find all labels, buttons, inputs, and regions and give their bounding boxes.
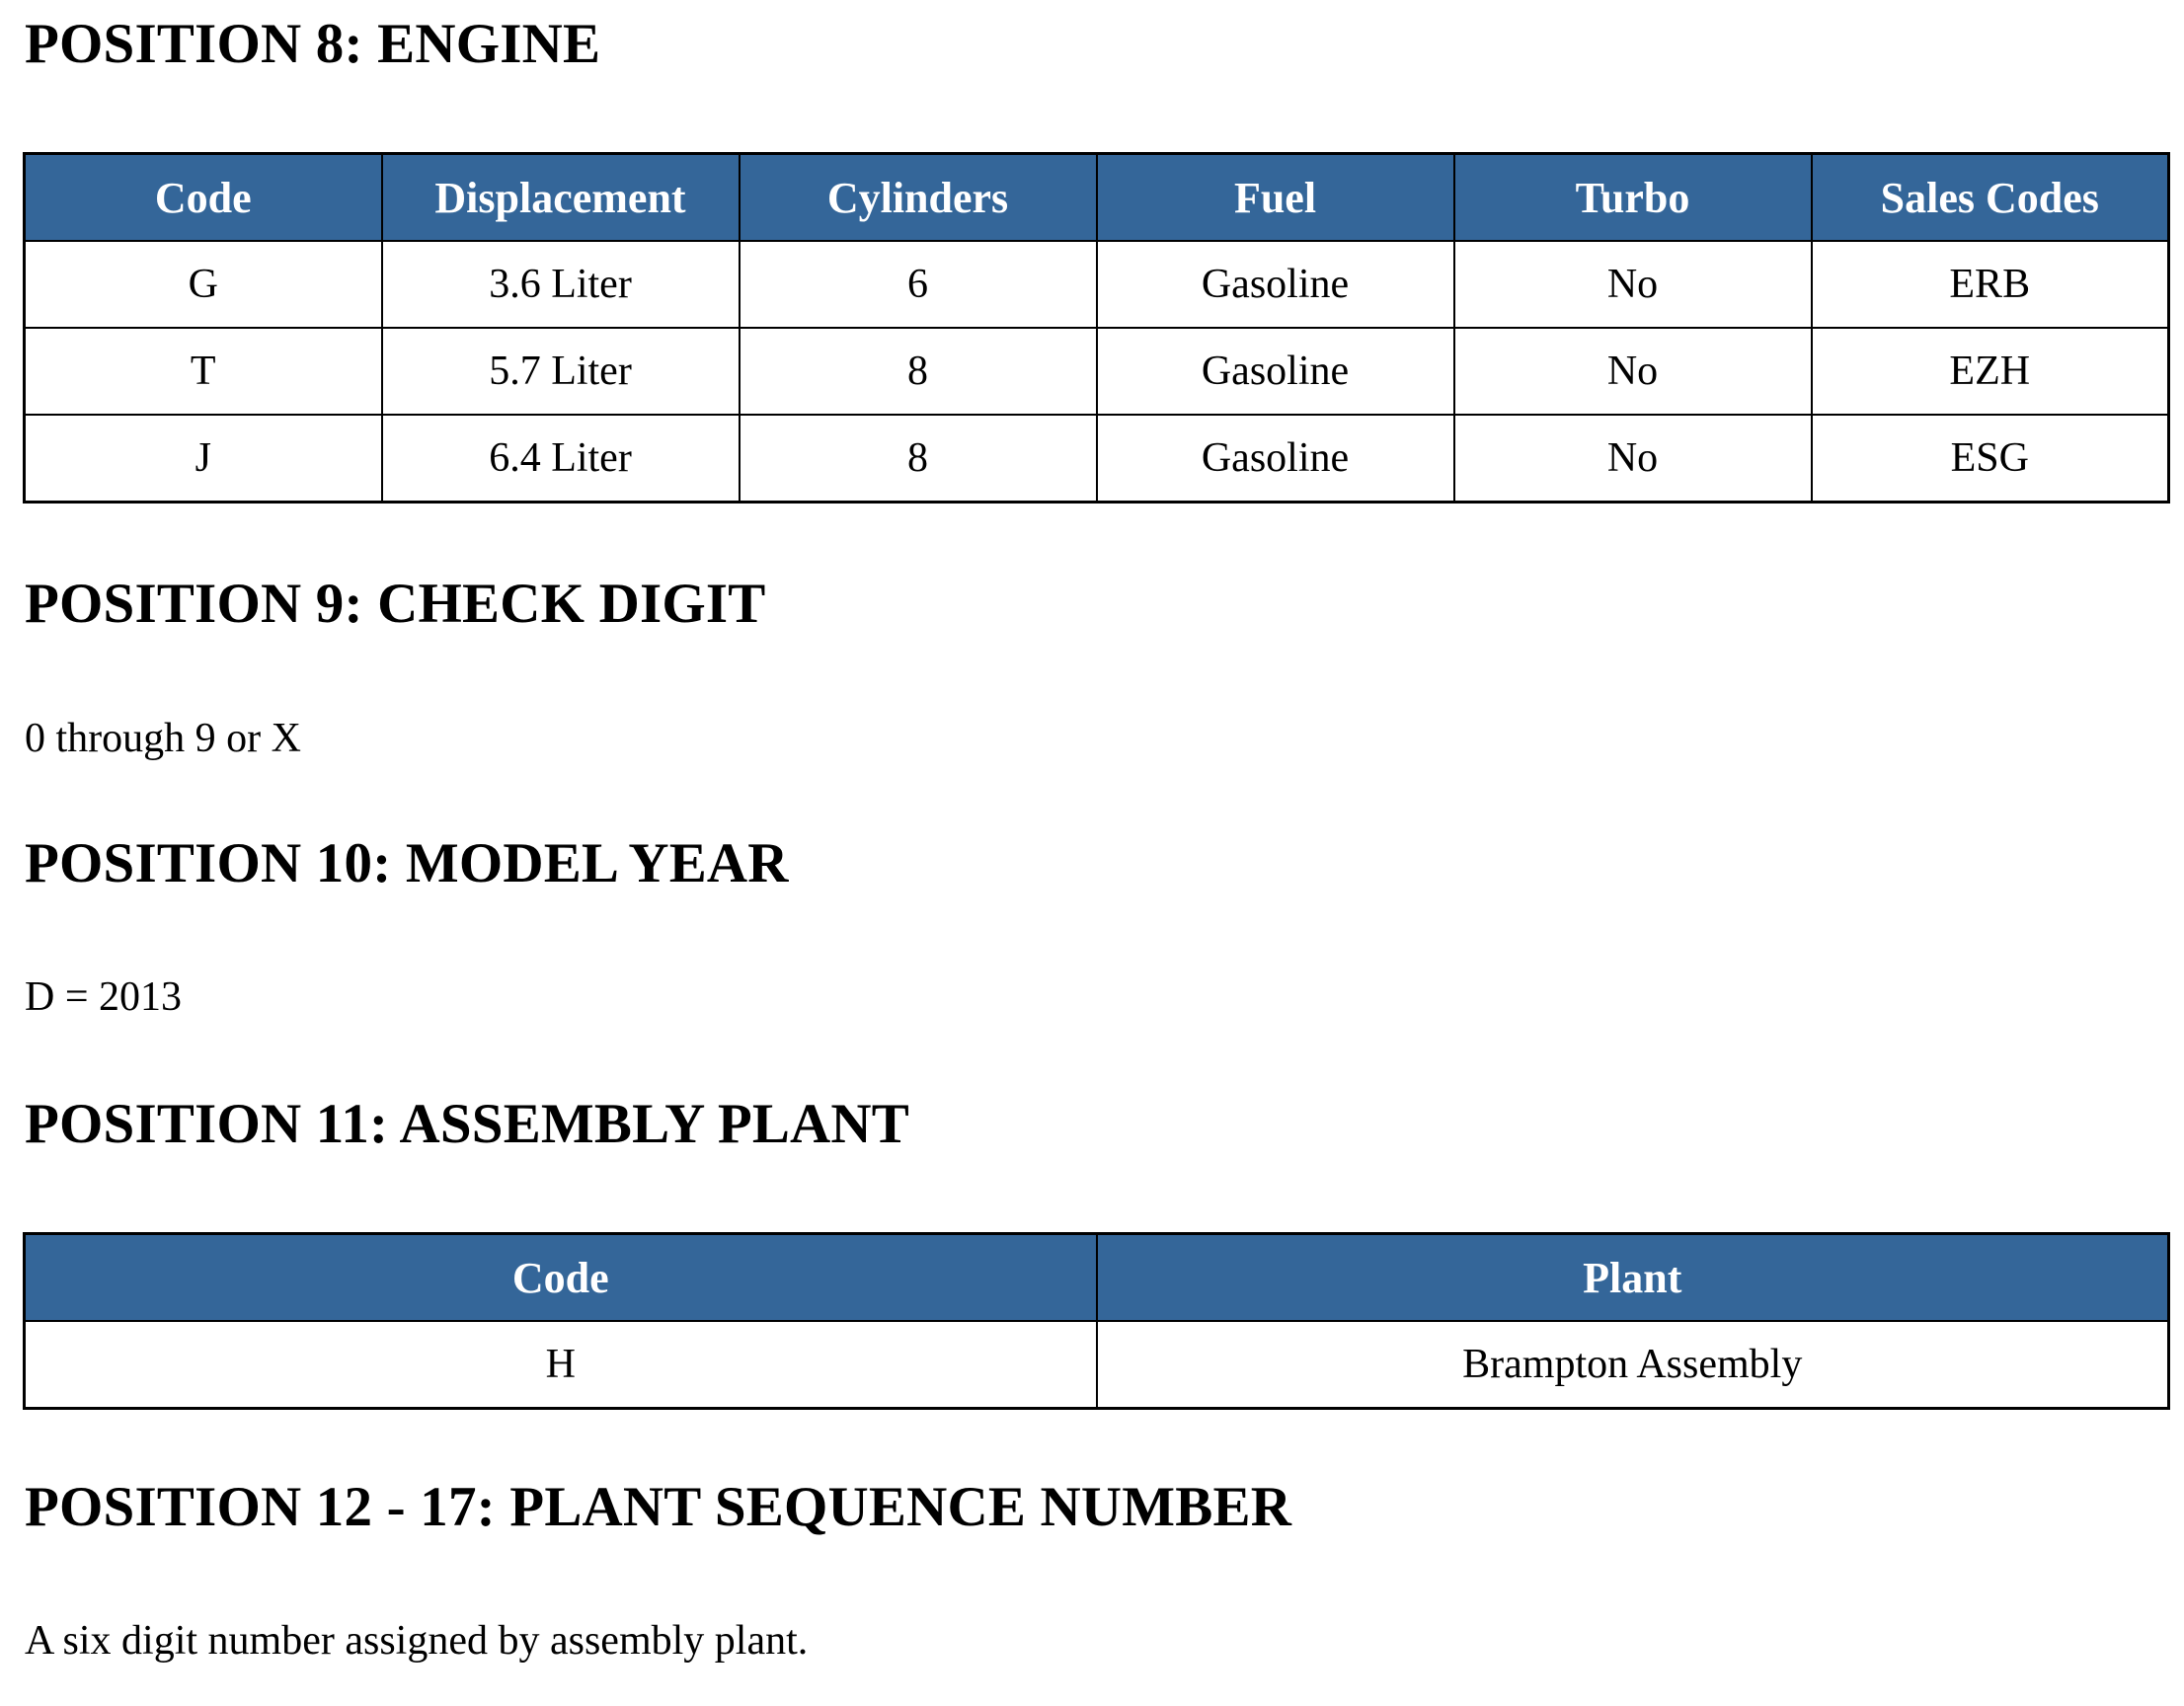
column-header-plant: Plant: [1097, 1234, 2169, 1322]
column-header-displacement: Displacement: [382, 154, 740, 242]
column-header-sales-codes: Sales Codes: [1812, 154, 2169, 242]
cell-cylinders: 8: [740, 415, 1097, 503]
table-row: [25, 241, 2169, 328]
cell-code: T: [25, 328, 382, 415]
column-header-code: Code: [25, 154, 382, 242]
cell-sales-code: ESG: [1812, 415, 2169, 503]
cell-turbo: No: [1454, 241, 1812, 328]
cell-displacement: 5.7 Liter: [382, 328, 740, 415]
table-row: [25, 328, 2169, 415]
cell-displacement: 6.4 Liter: [382, 415, 740, 503]
cell-sales-code: ERB: [1812, 241, 2169, 328]
cell-sales-code: EZH: [1812, 328, 2169, 415]
cell-code: J: [25, 415, 382, 503]
cell-displacement: 3.6 Liter: [382, 241, 740, 328]
model-year-text: D = 2013: [25, 974, 183, 1020]
engine-heading: POSITION 8: ENGINE: [25, 13, 601, 75]
cell-fuel: Gasoline: [1097, 415, 1454, 503]
cell-turbo: No: [1454, 415, 1812, 503]
cell-fuel: Gasoline: [1097, 328, 1454, 415]
column-header-turbo: Turbo: [1454, 154, 1812, 242]
check-digit-heading: POSITION 9: CHECK DIGIT: [25, 573, 766, 635]
column-header-code: Code: [25, 1234, 1097, 1322]
cell-cylinders: 6: [740, 241, 1097, 328]
engine-table-header-row: [25, 154, 2169, 242]
column-header-fuel: Fuel: [1097, 154, 1454, 242]
assembly-plant-header-row: [25, 1234, 2169, 1322]
cell-code: G: [25, 241, 382, 328]
engine-table: [23, 152, 2170, 504]
cell-code: H: [25, 1321, 1097, 1409]
model-year-heading: POSITION 10: MODEL YEAR: [25, 832, 789, 894]
cell-plant: Brampton Assembly: [1097, 1321, 2169, 1409]
cell-cylinders: 8: [740, 328, 1097, 415]
cell-fuel: Gasoline: [1097, 241, 1454, 328]
check-digit-text: 0 through 9 or X: [25, 716, 301, 761]
cell-turbo: No: [1454, 328, 1812, 415]
sequence-number-text: A six digit number assigned by assembly plant.: [25, 1618, 809, 1664]
sequence-number-heading: POSITION 12 - 17: PLANT SEQUENCE NUMBER: [25, 1476, 1292, 1538]
table-row: [25, 1321, 2169, 1409]
column-header-cylinders: Cylinders: [740, 154, 1097, 242]
table-row: [25, 415, 2169, 503]
assembly-plant-table: [23, 1232, 2170, 1410]
assembly-plant-heading: POSITION 11: ASSEMBLY PLANT: [25, 1093, 909, 1155]
